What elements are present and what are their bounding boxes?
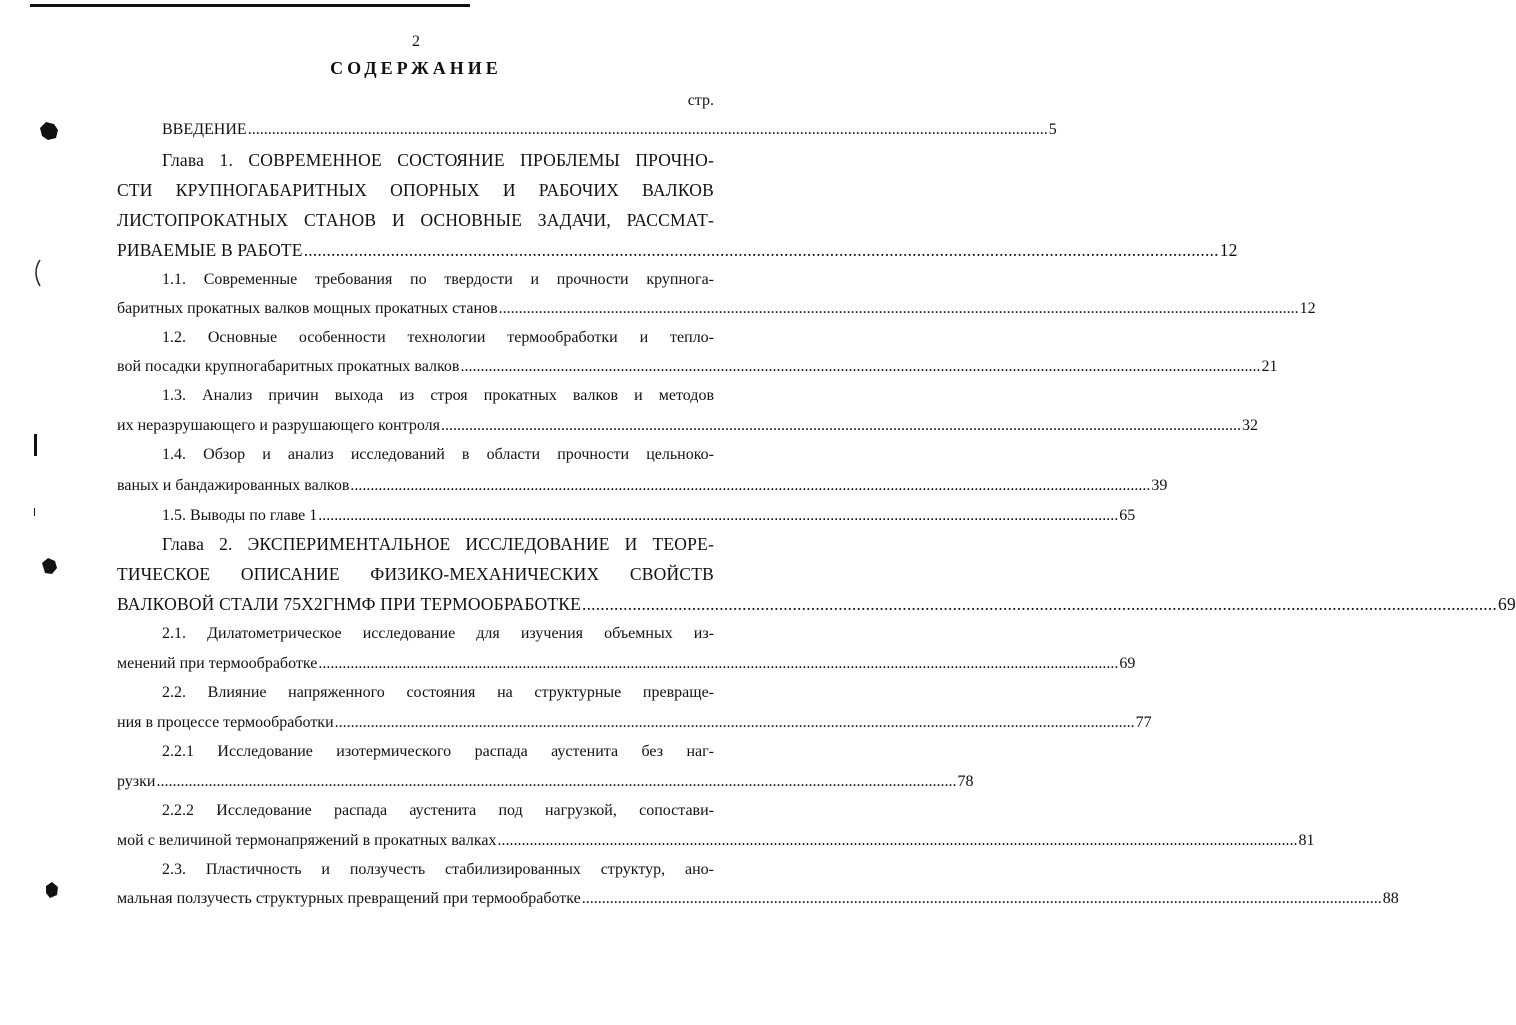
leader-dots: ........................................................................................................................................................................................................ <box>303 240 1219 260</box>
toc-section-line: 1.1. Современные требования по твердости и прочности крупнога- <box>162 271 714 288</box>
page-title: СОДЕРЖАНИЕ <box>330 58 502 78</box>
leader-dots: ........................................................................................................................................................................................................ <box>460 358 1261 375</box>
toc-entry-text: мальная ползучесть структурных превращений при термообработке <box>117 890 581 907</box>
toc-entry-page: 32 <box>1241 417 1258 434</box>
leader-dots: ........................................................................................................................................................................................................ <box>334 714 1135 731</box>
leader-dots: ........................................................................................................................................................................................................ <box>497 832 1298 849</box>
toc-chapter-line: ЛИСТОПРОКАТНЫХ СТАНОВ И ОСНОВНЫЕ ЗАДАЧИ, РАССМАТ- <box>117 210 714 230</box>
toc-entry-text: менений при термообработке <box>117 655 318 672</box>
leader-dots: ........................................................................................................................................................................................................ <box>156 773 957 790</box>
scan-bracket-mark <box>30 258 44 288</box>
toc-entry-text: ВВЕДЕНИЕ <box>162 121 247 138</box>
toc-entry-page: 12 <box>1299 300 1316 317</box>
toc-entry-chapter-2 <box>117 594 1516 614</box>
leader-dots: ........................................................................................................................................................................................................ <box>247 121 1048 138</box>
toc-entry-text: ния в процессе термообработки <box>117 714 334 731</box>
scan-hole-mark <box>40 878 62 904</box>
toc-entry-text: РИВАЕМЫЕ В РАБОТЕ <box>117 240 303 260</box>
toc-entry-1-1 <box>117 299 1316 319</box>
leader-dots: ........................................................................................................................................................................................................ <box>498 300 1299 317</box>
toc-section-line: 2.3. Пластичность и ползучесть стабилизированных структур, ано- <box>162 861 714 878</box>
toc-entry-page: 77 <box>1135 714 1152 731</box>
toc-chapter-line: Глава 1. СОВРЕМЕННОЕ СОСТОЯНИЕ ПРОБЛЕМЫ ПРОЧНО- <box>162 150 714 170</box>
toc-entry-text: вой посадки крупногабаритных прокатных валков <box>117 358 460 375</box>
scan-hole-mark <box>36 118 62 144</box>
toc-entry-page: 69 <box>1119 655 1136 672</box>
toc-entry-text: ваных и бандажированных валков <box>117 477 350 494</box>
leader-dots: ........................................................................................................................................................................................................ <box>318 655 1119 672</box>
toc-chapter-line: СТИ КРУПНОГАБАРИТНЫХ ОПОРНЫХ И РАБОЧИХ ВАЛКОВ <box>117 180 714 200</box>
toc-entry-text: баритных прокатных валков мощных прокатных станов <box>117 300 498 317</box>
toc-entry-2-2 <box>117 713 1152 733</box>
top-rule <box>30 4 470 7</box>
leader-dots: ........................................................................................................................................................................................................ <box>350 477 1151 494</box>
toc-section-line: 2.2.1 Исследование изотермического распада аустенита без наг- <box>162 743 714 760</box>
toc-entry-page: 12 <box>1219 240 1238 260</box>
leader-dots: ........................................................................................................................................................................................................ <box>440 417 1241 434</box>
toc-section-line: 1.4. Обзор и анализ исследований в области прочности цельноко- <box>162 446 714 463</box>
leader-dots: ........................................................................................................................................................................................................ <box>582 594 1497 614</box>
toc-entry-2-1 <box>117 654 1136 674</box>
toc-entry-page: 21 <box>1261 358 1278 375</box>
toc-entry-text: их неразрушающего и разрушающего контроля <box>117 417 440 434</box>
toc-entry-page: 5 <box>1048 121 1057 138</box>
toc-entry-2-2-2 <box>117 831 1315 851</box>
page-number: 2 <box>412 33 420 50</box>
toc-entry-1-2 <box>117 357 1278 377</box>
toc-entry-text: мой с величиной термонапряжений в прокатных валках <box>117 832 497 849</box>
toc-entry-2-3 <box>117 889 1399 909</box>
leader-dots: ........................................................................................................................................................................................................ <box>581 890 1382 907</box>
toc-entry-page: 81 <box>1298 832 1315 849</box>
page-column-label: стр. <box>687 92 714 109</box>
leader-dots: ........................................................................................................................................................................................................ <box>318 507 1119 524</box>
toc-section-line: 1.2. Основные особенности технологии термообработки и тепло- <box>162 329 714 346</box>
scan-hole-mark <box>38 555 60 577</box>
toc-entry-introduction <box>162 120 1057 140</box>
toc-entry-2-2-1 <box>117 772 974 792</box>
toc-entry-text: ВАЛКОВОЙ СТАЛИ 75Х2ГНМФ ПРИ ТЕРМООБРАБОТКЕ <box>117 594 581 614</box>
toc-entry-page: 39 <box>1151 477 1168 494</box>
toc-chapter-line: ТИЧЕСКОЕ ОПИСАНИЕ ФИЗИКО-МЕХАНИЧЕСКИХ СВОЙСТВ <box>117 564 714 584</box>
toc-chapter-line: Глава 2. ЭКСПЕРИМЕНТАЛЬНОЕ ИССЛЕДОВАНИЕ И ТЕОРЕ- <box>162 534 714 554</box>
toc-section-line: 1.3. Анализ причин выхода из строя прокатных валков и методов <box>162 387 714 404</box>
toc-section-line: 2.2. Влияние напряженного состояния на структурные превраще- <box>162 684 714 701</box>
toc-entry-1-3 <box>117 416 1258 436</box>
scan-line-mark <box>34 508 35 516</box>
toc-entry-1-4 <box>117 476 1168 496</box>
toc-section-line: 2.1. Дилатометрическое исследование для изучения объемных из- <box>162 625 714 642</box>
toc-entry-text: рузки <box>117 773 156 790</box>
toc-entry-page: 69 <box>1498 594 1516 614</box>
toc-section-line: 2.2.2 Исследование распада аустенита под нагрузкой, сопостави- <box>162 802 714 819</box>
toc-entry-page: 65 <box>1119 507 1136 524</box>
toc-entry-page: 88 <box>1382 890 1399 907</box>
toc-entry-chapter-1 <box>117 240 1238 260</box>
toc-entry-page: 78 <box>957 773 974 790</box>
scan-line-mark <box>34 434 37 456</box>
toc-entry-1-5 <box>162 506 1136 526</box>
toc-entry-text: 1.5. Выводы по главе 1 <box>162 507 318 524</box>
